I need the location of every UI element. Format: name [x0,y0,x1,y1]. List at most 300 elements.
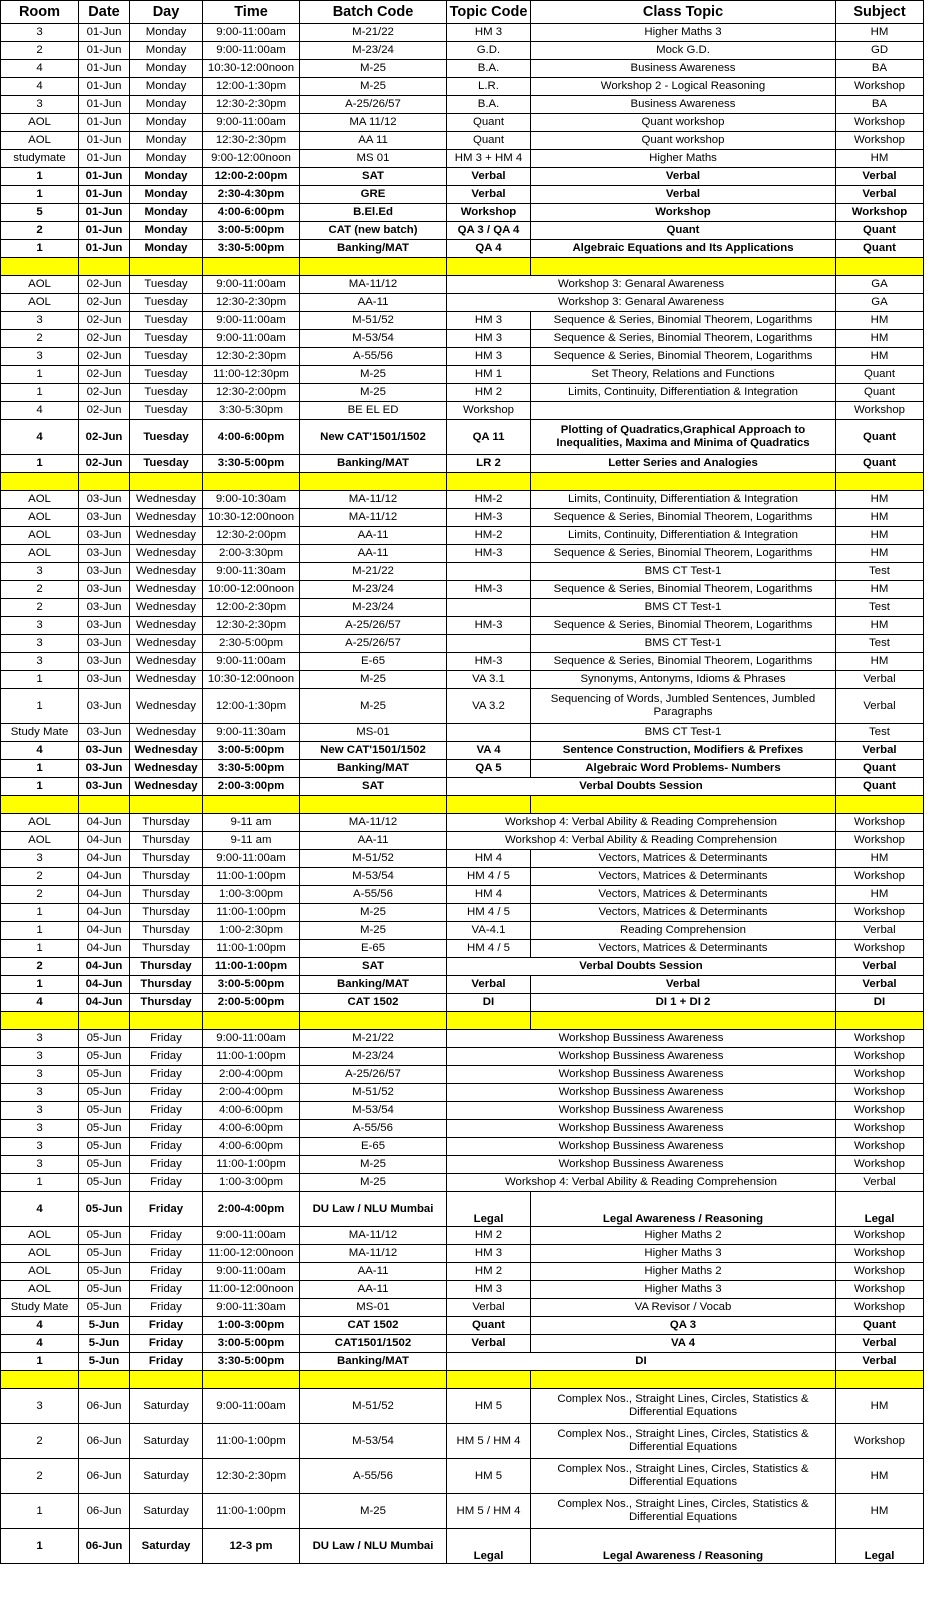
column-header-date: Date [79,1,130,24]
batch-code-cell: CAT (new batch) [300,222,447,240]
header-row [1,1,924,24]
subject-cell: HM [836,886,924,904]
class-topic-cell: Sequence & Series, Binomial Theorem, Logarithms [531,545,836,563]
time-cell: 12:30-2:30pm [203,132,300,150]
batch-code-cell: M-51/52 [300,1084,447,1102]
batch-code-cell: M-21/22 [300,24,447,42]
batch-code-cell: CAT 1502 [300,994,447,1012]
subject-cell: Verbal [836,742,924,760]
day-cell: Friday [130,1353,203,1371]
batch-code-cell: AA-11 [300,294,447,312]
batch-code-cell: E-65 [300,940,447,958]
topic-and-class-topic-cell: Workshop Bussiness Awareness [447,1030,836,1048]
table-row [1,132,924,150]
date-cell: 01-Jun [79,60,130,78]
batch-code-cell: AA-11 [300,832,447,850]
time-cell: 3:00-5:00pm [203,222,300,240]
room-cell: 2 [1,958,79,976]
room-cell: 2 [1,581,79,599]
table-row [1,814,924,832]
class-topic-cell: Verbal [531,168,836,186]
day-separator-row [1,796,924,814]
separator-cell [203,1012,300,1030]
separator-cell [300,1371,447,1389]
date-cell: 03-Jun [79,617,130,635]
room-cell: AOL [1,814,79,832]
room-cell: 3 [1,850,79,868]
separator-cell [300,258,447,276]
class-topic-cell: Sequence & Series, Binomial Theorem, Logarithms [531,653,836,671]
day-cell: Saturday [130,1529,203,1564]
table-row [1,330,924,348]
date-cell: 5-Jun [79,1335,130,1353]
date-cell: 01-Jun [79,186,130,204]
separator-cell [130,796,203,814]
batch-code-cell: A-25/26/57 [300,1066,447,1084]
topic-code-cell: HM 2 [447,1263,531,1281]
day-cell: Tuesday [130,455,203,473]
time-cell: 12:30-2:00pm [203,527,300,545]
date-cell: 04-Jun [79,850,130,868]
date-cell: 03-Jun [79,491,130,509]
day-cell: Friday [130,1030,203,1048]
batch-code-cell: B.El.Ed [300,204,447,222]
class-topic-cell: Letter Series and Analogies [531,455,836,473]
room-cell: 3 [1,348,79,366]
batch-code-cell: M-51/52 [300,1389,447,1424]
subject-cell: Quant [836,222,924,240]
table-row [1,78,924,96]
topic-code-cell: G.D. [447,42,531,60]
day-cell: Tuesday [130,402,203,420]
room-cell: AOL [1,114,79,132]
time-cell: 9:00-11:00am [203,312,300,330]
date-cell: 01-Jun [79,132,130,150]
topic-code-cell: QA 3 / QA 4 [447,222,531,240]
topic-code-cell: LR 2 [447,455,531,473]
room-cell: Study Mate [1,724,79,742]
batch-code-cell: MA-11/12 [300,491,447,509]
room-cell: AOL [1,832,79,850]
subject-cell: HM [836,545,924,563]
topic-code-cell: HM 4 [447,850,531,868]
table-row [1,366,924,384]
time-cell: 12:00-2:30pm [203,599,300,617]
table-row [1,42,924,60]
date-cell: 05-Jun [79,1102,130,1120]
topic-and-class-topic-cell: Workshop Bussiness Awareness [447,1120,836,1138]
batch-code-cell: AA-11 [300,545,447,563]
room-cell: 4 [1,1192,79,1227]
separator-cell [1,1371,79,1389]
day-cell: Friday [130,1120,203,1138]
subject-cell: Test [836,563,924,581]
date-cell: 06-Jun [79,1529,130,1564]
batch-code-cell: A-55/56 [300,1120,447,1138]
class-topic-cell: Mock G.D. [531,42,836,60]
subject-cell: Workshop [836,1102,924,1120]
day-cell: Tuesday [130,348,203,366]
separator-cell [1,1012,79,1030]
room-cell: 1 [1,1174,79,1192]
topic-code-cell: Quant [447,114,531,132]
day-separator-row [1,1012,924,1030]
batch-code-cell: M-21/22 [300,563,447,581]
batch-code-cell: Banking/MAT [300,1353,447,1371]
table-row [1,886,924,904]
day-cell: Saturday [130,1459,203,1494]
separator-cell [203,473,300,491]
subject-cell: HM [836,24,924,42]
room-cell: 4 [1,1317,79,1335]
room-cell: 1 [1,922,79,940]
topic-code-cell [447,563,531,581]
batch-code-cell: M-25 [300,60,447,78]
room-cell: 3 [1,1084,79,1102]
time-cell: 9:00-11:00am [203,114,300,132]
day-cell: Friday [130,1138,203,1156]
batch-code-cell: MA-11/12 [300,814,447,832]
date-cell: 04-Jun [79,886,130,904]
table-row [1,150,924,168]
time-cell: 9:00-12:00noon [203,150,300,168]
subject-cell: Workshop [836,940,924,958]
separator-cell [1,473,79,491]
time-cell: 9:00-11:30am [203,724,300,742]
room-cell: 2 [1,886,79,904]
room-cell: 3 [1,653,79,671]
room-cell: AOL [1,1245,79,1263]
room-cell: 2 [1,42,79,60]
day-cell: Wednesday [130,509,203,527]
time-cell: 12:30-2:00pm [203,384,300,402]
time-cell: 9:00-11:00am [203,330,300,348]
topic-code-cell: HM 3 + HM 4 [447,150,531,168]
batch-code-cell: MA-11/12 [300,509,447,527]
subject-cell: HM [836,653,924,671]
room-cell: 3 [1,312,79,330]
subject-cell: Test [836,724,924,742]
room-cell: 1 [1,904,79,922]
date-cell: 04-Jun [79,832,130,850]
room-cell: 4 [1,60,79,78]
table-row [1,1389,924,1424]
subject-cell: Workshop [836,1156,924,1174]
topic-code-cell [447,599,531,617]
time-cell: 9:00-11:00am [203,42,300,60]
batch-code-cell: A-55/56 [300,886,447,904]
column-header-day: Day [130,1,203,24]
date-cell: 04-Jun [79,958,130,976]
date-cell: 02-Jun [79,294,130,312]
batch-code-cell: M-53/54 [300,1102,447,1120]
room-cell: AOL [1,132,79,150]
subject-cell: Workshop [836,114,924,132]
batch-code-cell: A-55/56 [300,1459,447,1494]
date-cell: 02-Jun [79,402,130,420]
date-cell: 05-Jun [79,1048,130,1066]
topic-code-cell: HM-3 [447,617,531,635]
day-cell: Wednesday [130,635,203,653]
time-cell: 3:00-5:00pm [203,976,300,994]
batch-code-cell: M-25 [300,904,447,922]
subject-cell: Workshop [836,1030,924,1048]
date-cell: 03-Jun [79,760,130,778]
table-row [1,922,924,940]
table-row [1,617,924,635]
subject-cell: Workshop [836,1120,924,1138]
topic-code-cell: B.A. [447,60,531,78]
batch-code-cell: MS-01 [300,724,447,742]
subject-cell: GA [836,276,924,294]
day-cell: Tuesday [130,294,203,312]
table-row [1,24,924,42]
room-cell: 1 [1,940,79,958]
batch-code-cell: M-25 [300,384,447,402]
topic-code-cell: QA 11 [447,420,531,455]
batch-code-cell: AA 11 [300,132,447,150]
batch-code-cell: M-25 [300,1174,447,1192]
subject-cell: Workshop [836,1048,924,1066]
batch-code-cell: A-25/26/57 [300,617,447,635]
date-cell: 05-Jun [79,1084,130,1102]
subject-cell: Workshop [836,904,924,922]
subject-cell: Verbal [836,1174,924,1192]
time-cell: 1:00-3:00pm [203,1317,300,1335]
separator-cell [79,473,130,491]
table-row [1,671,924,689]
date-cell: 04-Jun [79,994,130,1012]
day-cell: Monday [130,42,203,60]
batch-code-cell: MA-11/12 [300,1245,447,1263]
subject-cell: Verbal [836,671,924,689]
class-topic-cell: Complex Nos., Straight Lines, Circles, Statistics & Differential Equations [531,1424,836,1459]
batch-code-cell: M-53/54 [300,330,447,348]
date-cell: 06-Jun [79,1459,130,1494]
day-cell: Wednesday [130,653,203,671]
class-topic-cell: Legal Awareness / Reasoning [531,1192,836,1227]
class-topic-cell: Workshop 2 - Logical Reasoning [531,78,836,96]
separator-cell [203,258,300,276]
table-row [1,402,924,420]
class-topic-cell: Sequence & Series, Binomial Theorem, Logarithms [531,509,836,527]
room-cell: 2 [1,222,79,240]
subject-cell: HM [836,348,924,366]
subject-cell: Verbal [836,168,924,186]
class-topic-cell: Business Awareness [531,96,836,114]
date-cell: 01-Jun [79,24,130,42]
topic-code-cell: HM-2 [447,491,531,509]
class-topic-cell: BMS CT Test-1 [531,635,836,653]
table-row [1,868,924,886]
subject-cell: HM [836,850,924,868]
time-cell: 4:00-6:00pm [203,1120,300,1138]
batch-code-cell: A-25/26/57 [300,96,447,114]
room-cell: AOL [1,1227,79,1245]
date-cell: 05-Jun [79,1192,130,1227]
table-row [1,1156,924,1174]
batch-code-cell: Banking/MAT [300,240,447,258]
subject-cell: HM [836,312,924,330]
day-cell: Monday [130,60,203,78]
table-row [1,240,924,258]
topic-and-class-topic-cell: Workshop 4: Verbal Ability & Reading Comprehension [447,1174,836,1192]
batch-code-cell: SAT [300,958,447,976]
separator-cell [79,258,130,276]
subject-cell: Workshop [836,832,924,850]
batch-code-cell: M-51/52 [300,312,447,330]
table-row [1,563,924,581]
separator-cell [447,1012,531,1030]
table-row [1,1138,924,1156]
subject-cell: Quant [836,240,924,258]
topic-and-class-topic-cell: Verbal Doubts Session [447,958,836,976]
separator-cell [531,1371,836,1389]
batch-code-cell: MA 11/12 [300,114,447,132]
day-cell: Wednesday [130,599,203,617]
time-cell: 3:30-5:00pm [203,240,300,258]
separator-cell [130,258,203,276]
subject-cell: Verbal [836,976,924,994]
table-row [1,545,924,563]
table-row [1,742,924,760]
table-row [1,1102,924,1120]
class-topic-cell: Sequence & Series, Binomial Theorem, Logarithms [531,617,836,635]
batch-code-cell: M-23/24 [300,42,447,60]
room-cell: 3 [1,1138,79,1156]
date-cell: 01-Jun [79,240,130,258]
room-cell: AOL [1,1263,79,1281]
day-separator-row [1,1371,924,1389]
day-cell: Friday [130,1299,203,1317]
table-row [1,1424,924,1459]
time-cell: 9:00-11:30am [203,563,300,581]
subject-cell: HM [836,150,924,168]
class-topic-cell: Sequence & Series, Binomial Theorem, Logarithms [531,312,836,330]
topic-code-cell: HM-3 [447,509,531,527]
topic-code-cell: HM-3 [447,545,531,563]
subject-cell: Verbal [836,1335,924,1353]
room-cell: 3 [1,1030,79,1048]
day-cell: Monday [130,222,203,240]
room-cell: 4 [1,994,79,1012]
table-row [1,689,924,724]
table-row [1,276,924,294]
separator-cell [203,1371,300,1389]
table-row [1,1459,924,1494]
room-cell: 3 [1,1389,79,1424]
batch-code-cell: SAT [300,168,447,186]
batch-code-cell: M-25 [300,689,447,724]
date-cell: 03-Jun [79,581,130,599]
separator-cell [836,796,924,814]
room-cell: 1 [1,384,79,402]
time-cell: 10:00-12:00noon [203,581,300,599]
subject-cell: Test [836,635,924,653]
topic-code-cell: HM 4 / 5 [447,940,531,958]
topic-code-cell: Workshop [447,402,531,420]
room-cell: 2 [1,599,79,617]
room-cell: AOL [1,545,79,563]
room-cell: 1 [1,778,79,796]
class-topic-cell: BMS CT Test-1 [531,599,836,617]
table-row [1,904,924,922]
topic-code-cell: Verbal [447,1335,531,1353]
table-row [1,1299,924,1317]
table-row [1,1120,924,1138]
room-cell: 1 [1,1353,79,1371]
subject-cell: Workshop [836,814,924,832]
date-cell: 02-Jun [79,420,130,455]
date-cell: 05-Jun [79,1245,130,1263]
subject-cell: Workshop [836,1066,924,1084]
class-topic-cell: Quant workshop [531,132,836,150]
time-cell: 12:00-1:30pm [203,78,300,96]
batch-code-cell: MA-11/12 [300,1227,447,1245]
day-cell: Friday [130,1192,203,1227]
room-cell: 1 [1,760,79,778]
room-cell: 2 [1,1424,79,1459]
room-cell: 3 [1,24,79,42]
day-cell: Tuesday [130,312,203,330]
table-row [1,96,924,114]
room-cell: 4 [1,420,79,455]
day-cell: Thursday [130,976,203,994]
subject-cell: Test [836,599,924,617]
table-row [1,186,924,204]
day-cell: Monday [130,150,203,168]
class-topic-cell: Quant workshop [531,114,836,132]
separator-cell [836,1371,924,1389]
date-cell: 03-Jun [79,635,130,653]
class-topic-cell: Higher Maths 3 [531,24,836,42]
class-topic-cell: Quant [531,222,836,240]
topic-code-cell: HM 1 [447,366,531,384]
subject-cell: Workshop [836,1281,924,1299]
date-cell: 02-Jun [79,330,130,348]
time-cell: 2:00-3:00pm [203,778,300,796]
table-row [1,1174,924,1192]
time-cell: 4:00-6:00pm [203,1102,300,1120]
separator-cell [1,796,79,814]
room-cell: 1 [1,240,79,258]
table-row [1,1227,924,1245]
subject-cell: Quant [836,778,924,796]
time-cell: 10:30-12:00noon [203,671,300,689]
room-cell: 1 [1,671,79,689]
table-row [1,527,924,545]
subject-cell: Quant [836,384,924,402]
topic-code-cell: Quant [447,132,531,150]
table-row [1,778,924,796]
topic-and-class-topic-cell: DI [447,1353,836,1371]
separator-cell [130,473,203,491]
topic-code-cell: HM 3 [447,24,531,42]
time-cell: 3:00-5:00pm [203,1335,300,1353]
table-row [1,994,924,1012]
class-topic-cell: Legal Awareness / Reasoning [531,1529,836,1564]
topic-code-cell: Quant [447,1317,531,1335]
topic-code-cell: Legal [447,1192,531,1227]
batch-code-cell: M-21/22 [300,1030,447,1048]
topic-and-class-topic-cell: Workshop Bussiness Awareness [447,1138,836,1156]
date-cell: 5-Jun [79,1353,130,1371]
class-topic-cell: Limits, Continuity, Differentiation & Integration [531,491,836,509]
time-cell: 9:00-11:00am [203,653,300,671]
schedule-body [1,24,924,1564]
day-cell: Thursday [130,904,203,922]
subject-cell: Workshop [836,1138,924,1156]
